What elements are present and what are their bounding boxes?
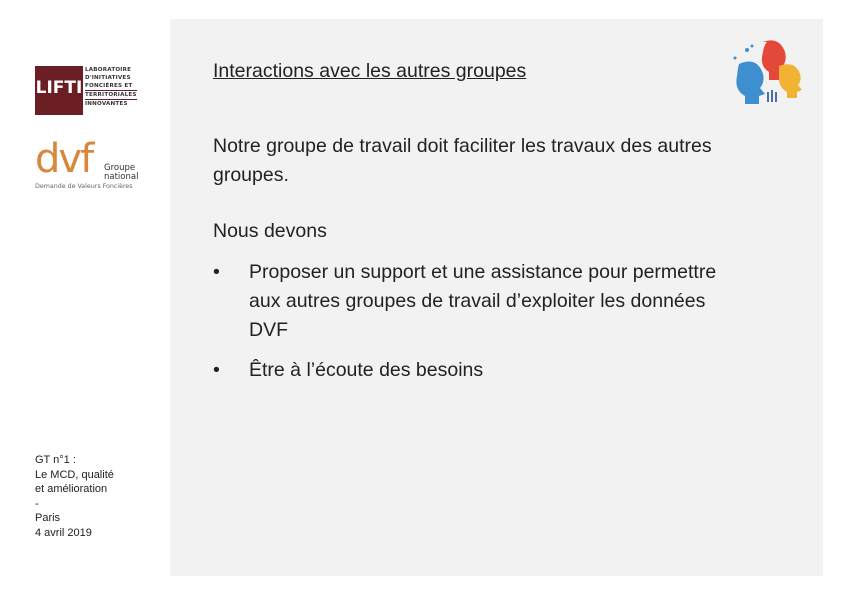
lifti-logo bbox=[35, 66, 135, 118]
bullet-text: Proposer un support et une assistance pour permettre aux autres groupes de travail d’exploiter les données DVF bbox=[249, 261, 717, 341]
people-talking-heads-icon bbox=[727, 38, 807, 110]
list-item bbox=[213, 258, 753, 348]
dvf-logo-group-line: national bbox=[104, 172, 139, 182]
intro-paragraph: Notre groupe de travail doit faciliter les travaux des autres groupes. bbox=[213, 135, 712, 186]
lifti-logo-line: INNOVANTES bbox=[85, 101, 128, 107]
bullet-symbol: • bbox=[213, 359, 220, 381]
dvf-logo-group-line: Groupe bbox=[104, 163, 136, 173]
side-note-line: - bbox=[35, 497, 39, 510]
list-item bbox=[213, 356, 753, 386]
lifti-logo-mark bbox=[35, 66, 83, 115]
lifti-logo-line: D'INITIATIVES bbox=[85, 75, 131, 81]
dvf-logo-subtitle: Demande de Valeurs Foncières bbox=[35, 183, 133, 190]
bullet-text: Être à l’écoute des besoins bbox=[249, 359, 484, 381]
bullet-symbol: • bbox=[213, 261, 220, 283]
dvf-logo-mark: dvf bbox=[35, 136, 93, 182]
lead-text: Nous devons bbox=[213, 220, 327, 242]
dvf-logo bbox=[35, 136, 139, 193]
lifti-logo-line: LABORATOIRE bbox=[85, 67, 132, 73]
lifti-logo-line: FONCIÈRES ET bbox=[85, 82, 137, 91]
dvf-logo-group bbox=[104, 164, 138, 182]
lifti-logo-text bbox=[85, 66, 137, 108]
side-note-line: Le MCD, qualité bbox=[35, 468, 114, 481]
side-note-line: 4 avril 2019 bbox=[35, 526, 92, 539]
side-note bbox=[35, 453, 155, 540]
side-note-line: GT n°1 : bbox=[35, 454, 76, 466]
lifti-logo-line: TERRITORIALES bbox=[85, 92, 137, 98]
slide-title: Interactions avec les autres groupes bbox=[213, 60, 527, 82]
side-note-line: Paris bbox=[35, 512, 61, 524]
lifti-logo-mark-text: LIFTI bbox=[35, 78, 83, 98]
side-note-line: et amélioration bbox=[35, 483, 108, 495]
